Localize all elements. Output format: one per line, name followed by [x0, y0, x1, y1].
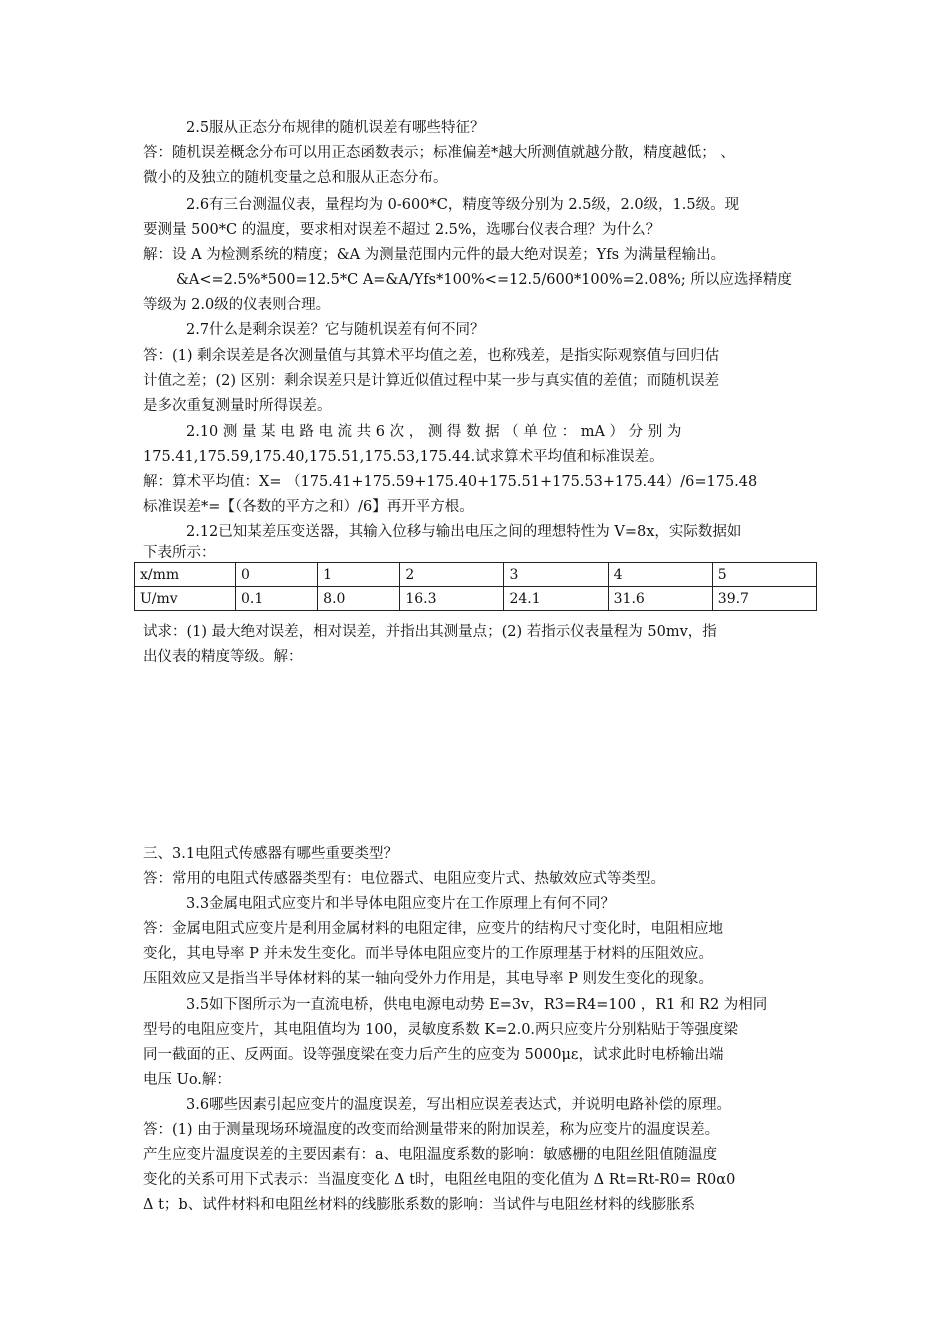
table-cell: 31.6 — [608, 587, 712, 611]
question-2-10-line: 175.41,175.59,175.40,175.51,175.53,175.44.试求算术平均值和标准误差。 — [143, 449, 664, 465]
question-3-5-line: 型号的电阻应变片，其电阻值均为 100，灵敏度系数 K=2.0.两只应变片分别粘贴于等强度梁 — [143, 1022, 739, 1038]
table-cell: x/mm — [135, 563, 236, 587]
question-3-5-line: 3.5如下图所示为一直流电桥，供电电源电动势 E=3v，R3=R4=100 ，R1 和 R2 为相同 — [186, 997, 768, 1013]
table-row — [135, 587, 817, 611]
answer-3-1: 答：常用的电阻式传感器类型有：电位器式、电阻应变片式、热敏效应式等类型。 — [143, 871, 665, 887]
answer-2-5-line: 微小的及独立的随机变量之总和服从正态分布。 — [143, 170, 448, 186]
answer-3-3-line: 变化，其电导率 P 并未发生变化。而半导体电阻应变片的工作原理基于材料的压阻效应。 — [143, 946, 713, 962]
question-3-1: 三、3.1电阻式传感器有哪些重要类型？ — [143, 846, 399, 862]
table-cell: 5 — [712, 563, 816, 587]
question-2-6-line: 要测量 500*C 的温度，要求相对误差不超过 2.5%，选哪台仪表合理？为什么？ — [143, 222, 661, 238]
table-cell: 0 — [236, 563, 318, 587]
question-3-3: 3.3金属电阻式应变片和半导体电阻应变片在工作原理上有何不同？ — [186, 896, 616, 912]
answer-2-10-line: 标准误差*=【（各数的平方之和）/6】再开平方根。 — [143, 499, 474, 515]
table-cell: U/mv — [135, 587, 236, 611]
answer-2-7-line: 答：(1) 剩余误差是各次测量值与其算术平均值之差，也称残差，是指实际观察值与回归估 — [143, 348, 720, 364]
question-2-12-request-line: 试求：(1) 最大绝对误差，相对误差，并指出其测量点；(2) 若指示仪表量程为 50mv，指 — [143, 624, 717, 640]
question-2-6-line: 2.6有三台测温仪表，量程均为 0-600*C，精度等级分别为 2.5级，2.0级，1.5级。现 — [186, 197, 740, 213]
table-cell: 39.7 — [712, 587, 816, 611]
answer-3-6-line: Δ t；b、试件材料和电阻丝材料的线膨胀系数的影响：当试件与电阻丝材料的线膨胀系 — [143, 1197, 696, 1213]
answer-2-7-line: 是多次重复测量时所得误差。 — [143, 398, 332, 414]
answer-2-10-line: 解：算术平均值：X= （175.41+175.59+175.40+175.51+175.53+175.44）/6=175.48 — [143, 474, 758, 490]
table-cell: 2 — [400, 563, 504, 587]
answer-3-6-line: 变化的关系可用下式表示：当温度变化 Δ t时，电阻丝电阻的变化值为 Δ Rt=Rt-R0= R0α0 — [143, 1172, 736, 1188]
table-cell: 24.1 — [504, 587, 608, 611]
question-2-5: 2.5服从正态分布规律的随机误差有哪些特征？ — [186, 120, 485, 136]
question-2-12-request-line: 出仪表的精度等级。解： — [143, 649, 303, 665]
table-cell: 1 — [318, 563, 400, 587]
answer-2-5-line: 答：随机误差概念分布可以用正态函数表示；标准偏差*越大所测值就越分散，精度越低； 、 — [143, 145, 735, 161]
table-cell: 4 — [608, 563, 712, 587]
measurement-table — [134, 562, 817, 611]
question-3-5-line: 同一截面的正、反两面。设等强度梁在变力后产生的应变为 5000με，试求此时电桥输出端 — [143, 1047, 724, 1063]
answer-2-6-line: 等级为 2.0级的仪表则合理。 — [143, 297, 331, 313]
table-cell: 3 — [504, 563, 608, 587]
answer-3-6-line: 答：(1) 由于测量现场环境温度的改变而给测量带来的附加误差，称为应变片的温度误差。 — [143, 1122, 720, 1138]
question-3-5-line: 电压 Uo.解： — [143, 1072, 231, 1088]
answer-3-6-line: 产生应变片温度误差的主要因素有：a、电阻温度系数的影响：敏感栅的电阻丝阻值随温度 — [143, 1147, 718, 1163]
question-2-12-line: 2.12已知某差压变送器，其输入位移与输出电压之间的理想特性为 V=8x，实际数据如 — [186, 524, 742, 540]
question-3-6: 3.6哪些因素引起应变片的温度误差，写出相应误差表达式，并说明电路补偿的原理。 — [186, 1097, 732, 1113]
table-cell: 16.3 — [400, 587, 504, 611]
table-row — [135, 563, 817, 587]
answer-2-7-line: 计值之差；(2) 区别：剩余误差只是计算近似值过程中某一步与真实值的差值；而随机误差 — [143, 373, 720, 389]
answer-3-3-line: 压阻效应又是指当半导体材料的某一轴向受外力作用是，其电导率 P 则发生变化的现象。 — [143, 971, 713, 987]
question-2-12-line: 下表所示： — [143, 545, 216, 561]
question-2-7: 2.7什么是剩余误差？它与随机误差有何不同？ — [186, 322, 485, 338]
table-cell: 8.0 — [318, 587, 400, 611]
question-2-10-line: 2.10 测 量 某 电 路 电 流 共 6 次 ， 测 得 数 据 （ 单 位 ： mA ） 分 别 为 — [186, 424, 682, 440]
answer-2-6-line: 解：设 A 为检测系统的精度；&A 为测量范围内元件的最大绝对误差；Yfs 为满量程输出。 — [143, 247, 726, 263]
answer-3-3-line: 答：金属电阻式应变片是利用金属材料的电阻定律，应变片的结构尺寸变化时，电阻相应地 — [143, 921, 723, 937]
answer-2-6-line: &A<=2.5%*500=12.5*C A=&A/Yfs*100%<=12.5/600*100%=2.08%; 所以应选择精度 — [176, 272, 792, 288]
table-cell: 0.1 — [236, 587, 318, 611]
